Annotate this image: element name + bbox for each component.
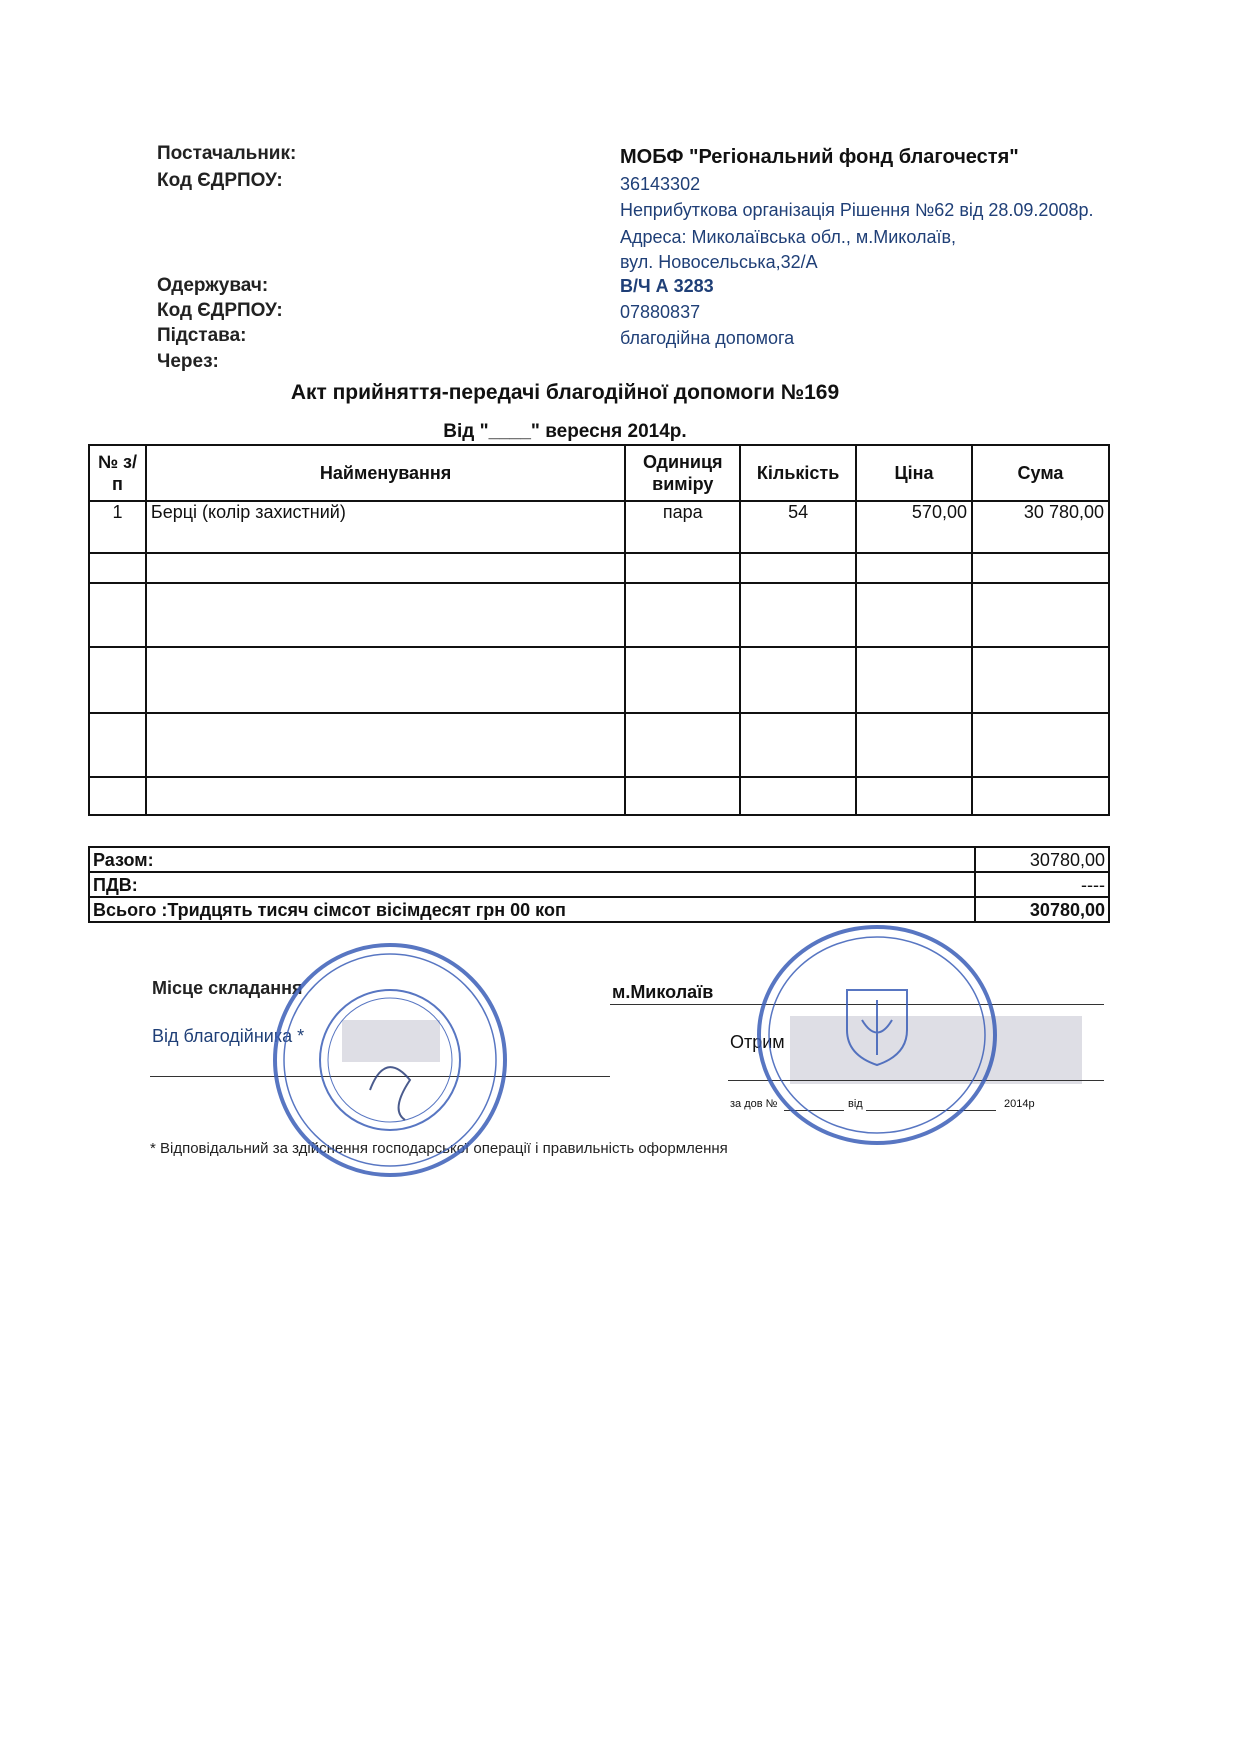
supplier-note: Неприбуткова організація Рішення №62 від 28.09.2008р. bbox=[620, 200, 1094, 220]
header-num: № з/п bbox=[89, 445, 146, 501]
proxy-label: за дов № bbox=[730, 1098, 778, 1110]
row-unit: пара bbox=[625, 501, 740, 553]
basis-label: Підстава: bbox=[157, 325, 247, 346]
supplier-label: Постачальник: bbox=[157, 143, 297, 164]
subtotal-label: Разом: bbox=[89, 847, 975, 872]
supplier-name: МОБФ "Регіональний фонд благочестя" bbox=[620, 146, 1019, 168]
header-name: Найменування bbox=[146, 445, 625, 501]
supplier-address-line-1: Адреса: Миколаївська обл., м.Миколаїв, bbox=[620, 227, 957, 247]
place-value: м.Миколаїв bbox=[612, 982, 714, 1002]
supplier-code-label: Код ЄДРПОУ: bbox=[157, 170, 283, 191]
vat-amount: ---- bbox=[975, 872, 1109, 897]
table-header-row bbox=[89, 445, 1109, 501]
subtotal-row bbox=[89, 847, 1109, 872]
table-row bbox=[89, 501, 1109, 553]
place-label: Місце складання bbox=[152, 978, 303, 998]
subtotal-amount: 30780,00 bbox=[975, 847, 1109, 872]
total-label: Всього :Тридцять тисяч сімсот вісімдесят грн 00 коп bbox=[89, 897, 975, 922]
row-name: Берці (колір захистний) bbox=[146, 501, 625, 553]
recipient-code-label: Код ЄДРПОУ: bbox=[157, 300, 283, 321]
table-row-empty bbox=[89, 553, 1109, 583]
total-row bbox=[89, 897, 1109, 922]
via-label: Через: bbox=[157, 351, 219, 372]
total-amount: 30780,00 bbox=[975, 897, 1109, 922]
header-sum: Сума bbox=[972, 445, 1109, 501]
document-date: Від "____" вересня 2014р. bbox=[443, 421, 687, 442]
header-price: Ціна bbox=[856, 445, 972, 501]
table-row-empty bbox=[89, 583, 1109, 647]
recipient-code: 07880837 bbox=[620, 302, 701, 322]
recipient-label: Одержувач: bbox=[157, 275, 269, 296]
right-round-stamp bbox=[752, 920, 1002, 1150]
items-table bbox=[88, 444, 1110, 816]
row-num: 1 bbox=[89, 501, 146, 553]
basis-value: благодійна допомога bbox=[620, 328, 795, 348]
proxy-year: 2014р bbox=[1004, 1098, 1035, 1110]
row-price: 570,00 bbox=[856, 501, 972, 553]
vat-label: ПДВ: bbox=[89, 872, 975, 897]
header-qty: Кількість bbox=[740, 445, 856, 501]
donor-label: Від благодійника * bbox=[152, 1026, 305, 1046]
vat-row bbox=[89, 872, 1109, 897]
header-unit: Одиниця виміру bbox=[625, 445, 740, 501]
left-round-stamp bbox=[270, 940, 510, 1180]
totals-table bbox=[88, 846, 1110, 923]
row-sum: 30 780,00 bbox=[972, 501, 1109, 553]
proxy-from-label: від bbox=[848, 1098, 863, 1110]
footnote: * Відповідальний за здійснення господарської операції і правильність оформлення bbox=[150, 1140, 728, 1157]
receiver-label: Отрим bbox=[730, 1032, 785, 1052]
document-title: Акт прийняття-передачі благодійної допомоги №169 bbox=[290, 381, 840, 404]
table-row-empty bbox=[89, 647, 1109, 713]
recipient-name: В/Ч А 3283 bbox=[620, 276, 714, 296]
table-row-empty bbox=[89, 777, 1109, 815]
supplier-code: 36143302 bbox=[620, 174, 701, 194]
table-row-empty bbox=[89, 713, 1109, 777]
row-qty: 54 bbox=[740, 501, 856, 553]
supplier-address-line-2: вул. Новосельська,32/А bbox=[620, 252, 818, 272]
